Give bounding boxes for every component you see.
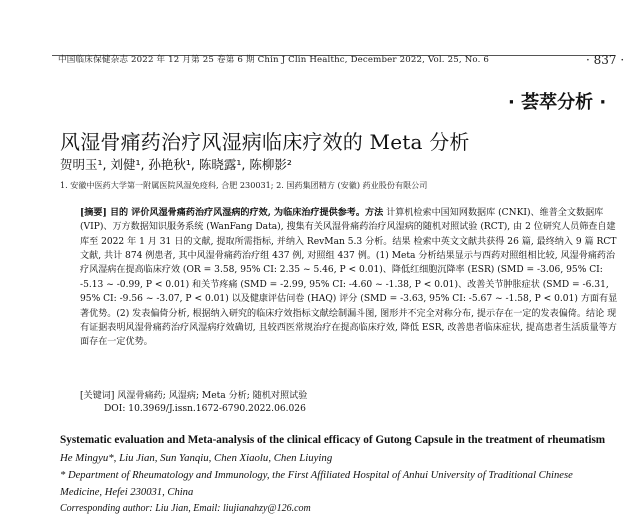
journal-header-meta: 中国临床保健杂志 2022 年 12 月第 25 卷第 6 期 Chin J Clin Healthc, December 2022, Vol. 25, No. 6 <box>58 55 490 65</box>
english-title: Systematic evaluation and Meta-analysis of the clinical efficacy of Gutong Capsule in the treatment of rheumatism <box>60 434 606 446</box>
english-affiliation-line-2: Medicine, Hefei 230031, China <box>60 487 194 498</box>
article-title: 风湿骨痛药治疗风湿病临床疗效的 Meta 分析 <box>60 130 470 155</box>
keywords: [关键词] 风湿骨痛药; 风湿病; Meta 分析; 随机对照试验 <box>80 391 308 401</box>
doi: DOI: 10.3969/J.issn.1672-6790.2022.06.026 <box>104 404 306 414</box>
corresponding-author: Corresponding author: Liu Jian, Email: liujianahzy@126.com <box>60 503 311 514</box>
english-author-list: He Mingyu*, Liu Jian, Sun Yanqiu, Chen Xiaolu, Chen Liuying <box>60 452 333 464</box>
abstract-block <box>80 206 620 350</box>
author-affiliation: 1. 安徽中医药大学第一附属医院风湿免疫科, 合肥 230031; 2. 国药集团精方 (安徽) 药业股份有限公司 <box>60 180 428 190</box>
abstract-lead: [摘要] 目的 评价风湿骨痛药治疗风湿病的疗效, 为临床治疗提供参考。方法 <box>80 207 384 218</box>
page-number: · 837 · <box>586 53 625 67</box>
abstract-body: 计算机检索中国知网数据库 (CNKI)、维普全文数据库 (VIP)、万方数据知识服务系统 (WanFang Data), 搜集有关风湿骨痛药治疗风湿病的随机对照试验 (RCT), 由 2 位研究人员筛查自建库至 2022 年 1 月 31 日的文献, 提取所需指标, 并纳入 RevMan 5.3 分析。结果 检索中英文文献共获得 26 篇, 最终纳入 9 篇 RCT 文献, 共计 874 例患者, 其中风湿骨痛药治疗组 437 例, 对照组 437 例。(1) Meta 分析结果显示与西药对照组相比较, 风湿骨痛药治疗风湿病在提高临床疗效 (OR = 3.58, 95% CI: 2.35 ~ 5.46, P < 0.01)、降低红细胞沉降率 (ESR) (SMD = -3.06, 95% CI: -5.13 ~ -0.99, P < 0.01) 和关节疼痛 (SMD = -2.99, 95% CI: -4.60 ~ -1.38, P < 0.01)、改善关节肿胀症状 (SMD = -6.31, 95% CI: -9.56 ~ -3.07, P < 0.01) 以及健康评估问卷 (HAQ) 评分 (SMD = -3.63, 95% CI: -5.67 ~ -1.58, P < 0.01) 方面有显著优势。(2) 发表偏倚分析, 根据纳入研究的临床疗效指标文献绘制漏斗图, 图形并不完全对称分布, 提示存在一定的发表偏倚。结论 现有证据表明风湿骨痛药治疗风湿病疗效确切, 且较西医常规治疗在提高临床疗效, 降低 ESR, 改善患者临床症状, 提高患者生活质量等方面存在一定优势。 <box>80 208 618 348</box>
english-affiliation-line-1: * Department of Rheumatology and Immunology, the First Affiliated Hospital of Anhui University of Traditional Chinese <box>60 470 573 481</box>
author-list: 贺明玉¹, 刘健¹, 孙艳秋¹, 陈晓露¹, 陈柳影² <box>60 157 292 172</box>
section-label: · 荟萃分析 · <box>508 92 607 113</box>
